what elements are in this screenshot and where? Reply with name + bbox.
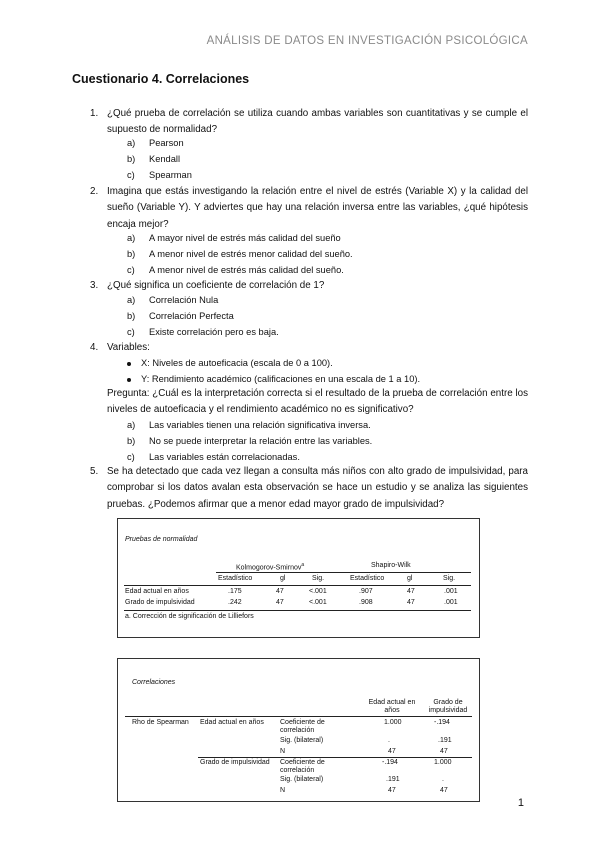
q4-prompt: Pregunta: ¿Cuál es la interpretación correcta si el resultado de la prueba de correlación entre los niveles de autoeficacia y el rendimiento académico no es significativo? (107, 388, 528, 416)
divider (198, 757, 472, 758)
question-text: Imagina que estás investigando la relación entre el nivel de estrés (Variable X) y la calidad del sueño (Variable Y). Y adviertes que hay una relación inversa entre las variables, ¿qué hipótesis encaja mejor? (107, 186, 528, 230)
question-5 (72, 464, 528, 513)
divider (124, 585, 471, 586)
table-cell: 47 (440, 748, 448, 755)
bullet-dot (127, 362, 131, 366)
group-header-ks: Kolmogorov-Smirnov$^a$ (236, 562, 305, 572)
table-cell: <.001 (309, 588, 327, 595)
divider (125, 716, 472, 717)
table-cell: .191 (386, 776, 400, 783)
col-header: Estadístico (218, 575, 253, 582)
stat-label: Sig. (bilateral) (280, 776, 324, 783)
col-header: Sig. (443, 575, 456, 582)
table-cell: 47 (388, 787, 396, 794)
table-footnote: a. Corrección de significación de Lilliefors (125, 613, 254, 620)
table-caption: Correlaciones (132, 679, 176, 686)
col-header: gl (407, 575, 413, 582)
table-cell: . (442, 776, 444, 783)
table-cell: <.001 (309, 599, 327, 606)
table-cell: -.194 (382, 759, 398, 766)
table-cell: .242 (228, 599, 242, 606)
page-title: Cuestionario 4. Correlaciones (72, 72, 250, 86)
table-cell: .175 (228, 588, 242, 595)
stat-label: Coeficiente de correlación (280, 719, 325, 734)
method-label: Rho de Spearman (132, 719, 189, 726)
question-text: ¿Qué significa un coeficiente de correlación de 1? (107, 280, 325, 291)
table-cell: 47 (407, 588, 415, 595)
question-2 (72, 184, 528, 233)
question-number: 3. (90, 280, 99, 291)
row-label: Edad actual en años (125, 588, 189, 595)
stat-label: N (280, 748, 286, 755)
col-header: Sig. (312, 575, 325, 582)
question-4 (72, 340, 528, 356)
row-label: Grado de impulsividad (125, 599, 195, 606)
table-cell: 47 (440, 787, 448, 794)
correlations-table (117, 658, 480, 802)
running-header: ANÁLISIS DE DATOS EN INVESTIGACIÓN PSICOLÓGICA (206, 35, 528, 47)
divider (124, 610, 471, 611)
table-cell: 47 (276, 588, 284, 595)
question-1 (72, 106, 528, 139)
table-cell: . (388, 737, 390, 744)
stat-label: Sig. (bilateral) (280, 737, 324, 744)
table-cell: 1.000 (384, 719, 402, 726)
col-header: Edad actual en años (368, 699, 416, 714)
table-cell: .001 (444, 599, 458, 606)
question-text: Variables: (107, 342, 150, 353)
table-cell: 47 (388, 748, 396, 755)
group-header-sw: Shapiro-Wilk (371, 562, 411, 569)
question-number: 5. (90, 466, 99, 477)
table-cell: 47 (276, 599, 284, 606)
table-cell: .191 (438, 737, 452, 744)
page-number: 1 (517, 797, 524, 809)
question-3 (72, 278, 528, 294)
stat-label: N (280, 787, 286, 794)
question-text: ¿Qué prueba de correlación se utiliza cuando ambas variables son cuantitativas y se cumple el supuesto de normalidad? (107, 108, 528, 136)
col-header: Grado de impulsividad (428, 699, 468, 714)
col-header: gl (280, 575, 286, 582)
stat-label: Coeficiente de correlación (280, 759, 325, 774)
table-caption: Pruebas de normalidad (125, 536, 198, 543)
col-header: Estadístico (350, 575, 385, 582)
question-text: Se ha detectado que cada vez llegan a consulta más niños con alto grado de impulsividad, para comprobar si los datos avalan esta observación se hace un estudio y se analiza las siguientes pruebas. ¿Podemos afirmar que a menor edad mayor grado de impulsividad? (107, 466, 528, 510)
divider (216, 572, 471, 573)
table-cell: 47 (407, 599, 415, 606)
table-cell: .001 (444, 588, 458, 595)
row-var-label: Edad actual en años (200, 719, 264, 726)
table-cell: -.194 (434, 719, 450, 726)
question-number: 2. (90, 186, 99, 197)
table-cell: 1.000 (434, 759, 452, 766)
table-cell: .908 (359, 599, 373, 606)
normality-table (117, 518, 480, 638)
row-var-label: Grado de impulsividad (200, 759, 270, 766)
bullet-dot (127, 378, 131, 382)
question-number: 4. (90, 342, 99, 353)
table-cell: .907 (359, 588, 373, 595)
question-number: 1. (90, 108, 99, 119)
